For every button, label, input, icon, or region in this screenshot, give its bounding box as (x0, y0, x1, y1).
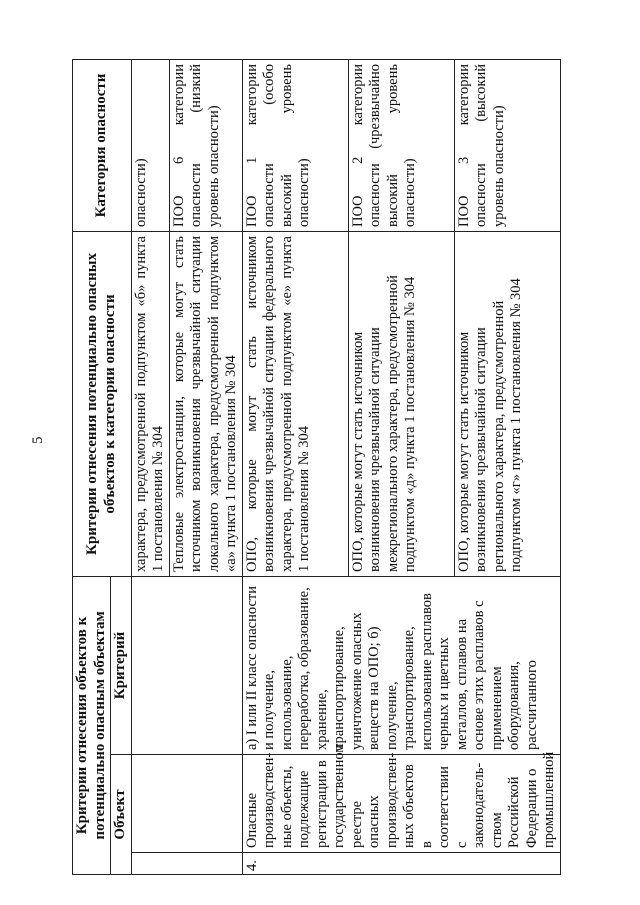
criteria-cell: ОПО, которые могут стать источником возникновения чрезвычайной ситуации федерального характера, предусмотренной подпунктом «е» пункта 1 постановления № 304 (242, 232, 348, 577)
header-criterion: Критерий (111, 577, 132, 755)
criteria-cell: ОПО, которые могут стать источником возникновения чрезвычайной ситуации межрегионального характера, предусмотренной подпунктом «д» пункта 1 постановления № 304 (348, 232, 454, 577)
header-object: Объект (111, 755, 132, 875)
header-group-categories: Критерии отнесения потенциально опасных объектов к категории опасности (73, 232, 132, 577)
empty-number-cell (131, 853, 242, 875)
category-cell: ПОО 1 категории опасности (особо высокий уровень опасности) (242, 60, 348, 232)
header-group-objects: Критерии отнесения объектов к потенциально опасным объектам (73, 577, 111, 875)
criteria-cell: характера, предусмотренной подпунктом «б» пункта 1 постановления № 304 (131, 232, 169, 577)
category-cell: опасности) (131, 60, 169, 232)
category-cell: ПОО 6 категории опасности (низкий уровень опасности) (169, 60, 242, 232)
empty-object-cell (131, 755, 242, 853)
header-category: Категория опасности (73, 60, 132, 232)
page-number: 5 (30, 436, 46, 444)
criteria-cell: ОПО, которые могут стать источником возникновения чрезвычайной ситуации регионального характера, предусмотренной подпунктом «г» пункта 1 постановления № 304 (454, 232, 560, 577)
empty-criterion-cell (131, 577, 242, 755)
criteria-table (72, 59, 561, 875)
object-cell: Опасные производственные объекты, подлежащие регистрации в государственном реестре опасных производственных объектов в соответствии с законодательством Российской Федерации о промышленной (242, 755, 560, 853)
category-cell: ПОО 2 категории опасности (чрезвычайно высокий уровень опасности) (348, 60, 454, 232)
table-row (242, 60, 348, 875)
header-row-1 (73, 60, 111, 875)
criteria-cell: Тепловые электростанции, которые могут стать источником возникновения чрезвычайной ситуации локального характера, предусмотренной подпунктом «а» пункта 1 постановления № 304 (169, 232, 242, 577)
row-number: 4. (242, 853, 560, 875)
category-cell: ПОО 3 категории опасности (высокий уровень опасности) (454, 60, 560, 232)
table-row (131, 60, 169, 875)
criterion-cell: а) I или II класс опасности и получение, использование, переработка, образование, хранение, транспортирование, уничтожение опасных веществ на ОПО; б) получение, транспортирование, использование расплавов черных и цветных металлов, сплавов на основе этих расплавов с применением оборудования, рассчитанного (242, 577, 560, 755)
rotated-table-container (72, 60, 592, 875)
